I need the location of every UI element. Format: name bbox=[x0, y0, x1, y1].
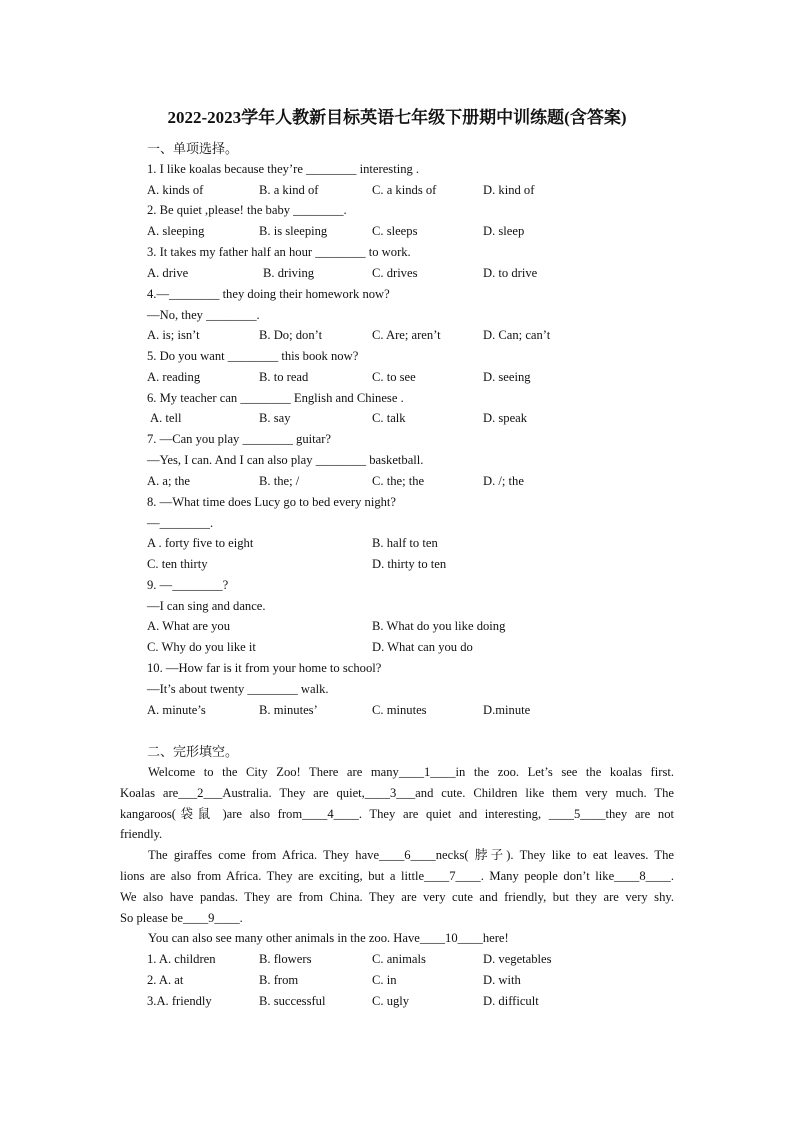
section1-heading: 一、单项选择。 bbox=[147, 141, 239, 156]
option-d: D. Can; can’t bbox=[483, 328, 551, 342]
option-a: 1. A. children bbox=[147, 952, 216, 966]
question-stem: 6. My teacher can ________ English and Chinese . bbox=[147, 391, 404, 405]
option-a: A. kinds of bbox=[147, 183, 204, 197]
option-a: A. is; isn’t bbox=[147, 328, 200, 342]
option-b: B. Do; don’t bbox=[259, 328, 323, 342]
question-stem: 10. —How far is it from your home to school? bbox=[147, 661, 382, 675]
option-b: B. is sleeping bbox=[259, 224, 328, 238]
option-d: D. vegetables bbox=[483, 952, 552, 966]
question-stem-continued: —No, they ________. bbox=[147, 308, 260, 322]
option-b: B. flowers bbox=[259, 952, 312, 966]
passage-line: So please be____9____. bbox=[120, 911, 243, 925]
option-b: B. say bbox=[259, 411, 291, 425]
option-c: C. animals bbox=[372, 952, 426, 966]
option-d: D. What can you do bbox=[372, 640, 473, 654]
option-c: C. Why do you like it bbox=[147, 640, 256, 654]
section2-heading: 二、完形填空。 bbox=[147, 744, 239, 759]
option-c: C. ugly bbox=[372, 994, 410, 1008]
option-c: C. sleeps bbox=[372, 224, 418, 238]
option-b: B. driving bbox=[263, 266, 315, 280]
option-c: C. minutes bbox=[372, 703, 427, 717]
option-a: A. a; the bbox=[147, 474, 191, 488]
option-c: C. Are; aren’t bbox=[372, 328, 441, 342]
option-c: C. drives bbox=[372, 266, 418, 280]
option-d: D. to drive bbox=[483, 266, 538, 280]
option-c: C. ten thirty bbox=[147, 557, 208, 571]
option-d: D. kind of bbox=[483, 183, 535, 197]
option-c: C. the; the bbox=[372, 474, 425, 488]
option-b: B. successful bbox=[259, 994, 326, 1008]
option-d: D.minute bbox=[483, 703, 531, 717]
option-b: B. from bbox=[259, 973, 299, 987]
question-stem: 5. Do you want ________ this book now? bbox=[147, 349, 359, 363]
option-d: D. sleep bbox=[483, 224, 525, 238]
passage-line: We also have pandas. They are from China. They are very cute and friendly, but they are very shy. bbox=[120, 890, 674, 904]
option-c: C. a kinds of bbox=[372, 183, 437, 197]
passage-line: You can also see many other animals in the zoo. Have____10____here! bbox=[148, 931, 509, 945]
option-a: A. sleeping bbox=[147, 224, 205, 238]
option-d: D. difficult bbox=[483, 994, 539, 1008]
page-title: 2022-2023学年人教新目标英语七年级下册期中训练题(含答案) bbox=[167, 108, 627, 127]
passage-line: Koalas are___2___Australia. They are quiet,____3___and cute. Children like them very much. The bbox=[120, 786, 674, 800]
passage-line: kangaroos(袋鼠 )are also from____4____. They are quiet and interesting, ____5____they are not bbox=[120, 807, 674, 821]
option-b: B. the; / bbox=[259, 474, 300, 488]
question-stem: 9. —________? bbox=[147, 578, 229, 592]
option-a: 2. A. at bbox=[147, 973, 184, 987]
option-d: D. seeing bbox=[483, 370, 531, 384]
question-stem: 4.—________ they doing their homework now? bbox=[147, 287, 390, 301]
option-c: C. to see bbox=[372, 370, 416, 384]
option-a: A. minute’s bbox=[147, 703, 206, 717]
option-b: B. a kind of bbox=[259, 183, 319, 197]
option-d: D. thirty to ten bbox=[372, 557, 447, 571]
option-a: A. reading bbox=[147, 370, 201, 384]
question-stem-continued: —Yes, I can. And I can also play ________ basketball. bbox=[147, 453, 424, 467]
question-stem: 2. Be quiet ,please! the baby ________. bbox=[147, 203, 347, 217]
question-stem: 3. It takes my father half an hour ________ to work. bbox=[147, 245, 411, 259]
option-c: C. talk bbox=[372, 411, 406, 425]
passage-line: Welcome to the City Zoo! There are many____1____in the zoo. Let’s see the koalas first. bbox=[148, 765, 674, 779]
option-d: D. /; the bbox=[483, 474, 524, 488]
question-stem: 7. —Can you play ________ guitar? bbox=[147, 432, 331, 446]
passage-line: lions are also from Africa. They are exciting, but a little____7____. Many people don’t like____8____. bbox=[120, 869, 674, 883]
question-stem: 1. I like koalas because they’re ________ interesting . bbox=[147, 162, 420, 176]
option-a: 3.A. friendly bbox=[147, 994, 212, 1008]
option-a: A. What are you bbox=[147, 619, 230, 633]
passage-line: The giraffes come from Africa. They have____6____necks( 脖子). They like to eat leaves. The bbox=[148, 848, 674, 862]
question-stem-continued: —It’s about twenty ________ walk. bbox=[147, 682, 329, 696]
option-a: A. tell bbox=[150, 411, 182, 425]
question-stem-continued: —I can sing and dance. bbox=[147, 599, 266, 613]
option-a: A . forty five to eight bbox=[147, 536, 254, 550]
option-b: B. What do you like doing bbox=[372, 619, 506, 633]
option-b: B. to read bbox=[259, 370, 309, 384]
option-c: C. in bbox=[372, 973, 397, 987]
question-stem: 8. —What time does Lucy go to bed every night? bbox=[147, 495, 397, 509]
question-stem-continued: —________. bbox=[147, 516, 214, 530]
option-b: B. minutes’ bbox=[259, 703, 318, 717]
option-a: A. drive bbox=[147, 266, 189, 280]
passage-line: friendly. bbox=[120, 827, 163, 841]
option-b: B. half to ten bbox=[372, 536, 438, 550]
option-d: D. speak bbox=[483, 411, 528, 425]
option-d: D. with bbox=[483, 973, 521, 987]
